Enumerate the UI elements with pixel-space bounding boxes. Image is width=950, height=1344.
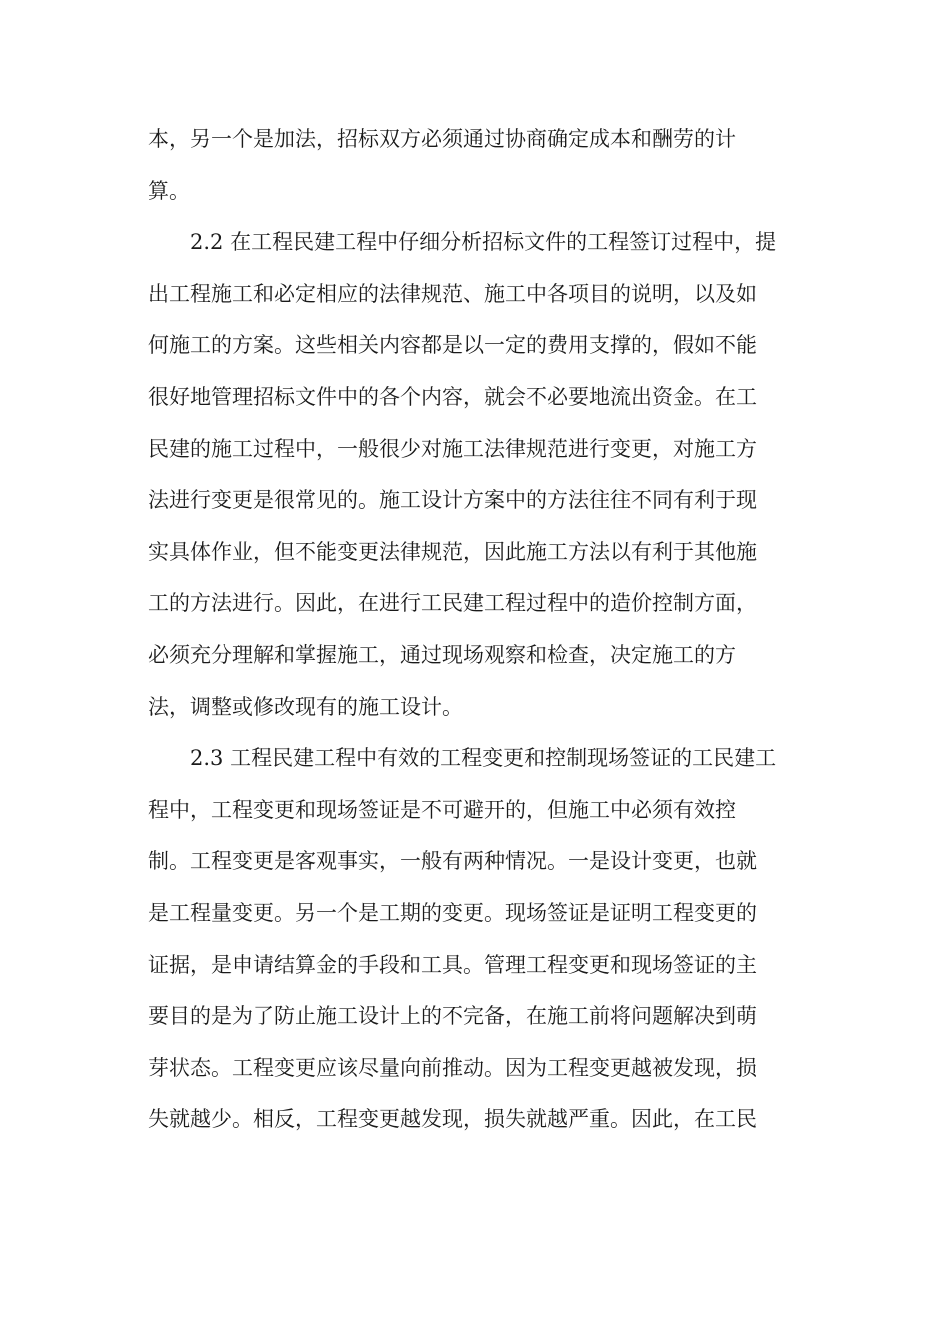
text-line: 实具体作业，但不能变更法律规范，因此施工方法以有利于其他施 — [148, 539, 757, 564]
section-heading-line: 2.3 工程民建工程中有效的工程变更和控制现场签证的工民建工 — [190, 746, 777, 771]
document-body — [148, 114, 808, 1146]
text-line: 民建的施工过程中，一般很少对施工法律规范进行变更，对施工方 — [148, 436, 757, 461]
text-line: 出工程施工和必定相应的法律规范、施工中各项目的说明，以及如 — [148, 281, 757, 306]
text-line: 很好地管理招标文件中的各个内容，就会不必要地流出资金。在工 — [148, 384, 757, 409]
text-line: 要目的是为了防止施工设计上的不完备，在施工前将问题解决到萌 — [148, 1004, 757, 1029]
text-line: 法进行变更是很常见的。施工设计方案中的方法往往不同有利于现 — [148, 488, 757, 513]
text-line: 证据，是申请结算金的手段和工具。管理工程变更和现场签证的主 — [148, 952, 757, 977]
text-line: 制。工程变更是客观事实，一般有两种情况。一是设计变更，也就 — [148, 849, 757, 874]
text-line: 芽状态。工程变更应该尽量向前推动。因为工程变更越被发现，损 — [148, 1055, 757, 1080]
text-line: 程中，工程变更和现场签证是不可避开的，但施工中必须有效控 — [148, 797, 736, 822]
text-line: 必须充分理解和掌握施工，通过现场观察和检查，决定施工的方 — [148, 642, 736, 667]
text-line: 算。 — [148, 178, 190, 203]
text-line: 工的方法进行。因此，在进行工民建工程过程中的造价控制方面， — [148, 591, 757, 616]
text-line: 何施工的方案。这些相关内容都是以一定的费用支撑的，假如不能 — [148, 333, 757, 358]
text-line: 法，调整或修改现有的施工设计。 — [148, 694, 463, 719]
text-line: 是工程量变更。另一个是工期的变更。现场签证是证明工程变更的 — [148, 900, 757, 925]
section-heading-line: 2.2 在工程民建工程中仔细分析招标文件的工程签订过程中，提 — [190, 230, 777, 255]
text-line: 失就越少。相反，工程变更越发现，损失就越严重。因此，在工民 — [148, 1107, 757, 1132]
text-line: 本，另一个是加法，招标双方必须通过协商确定成本和酬劳的计 — [148, 127, 736, 151]
